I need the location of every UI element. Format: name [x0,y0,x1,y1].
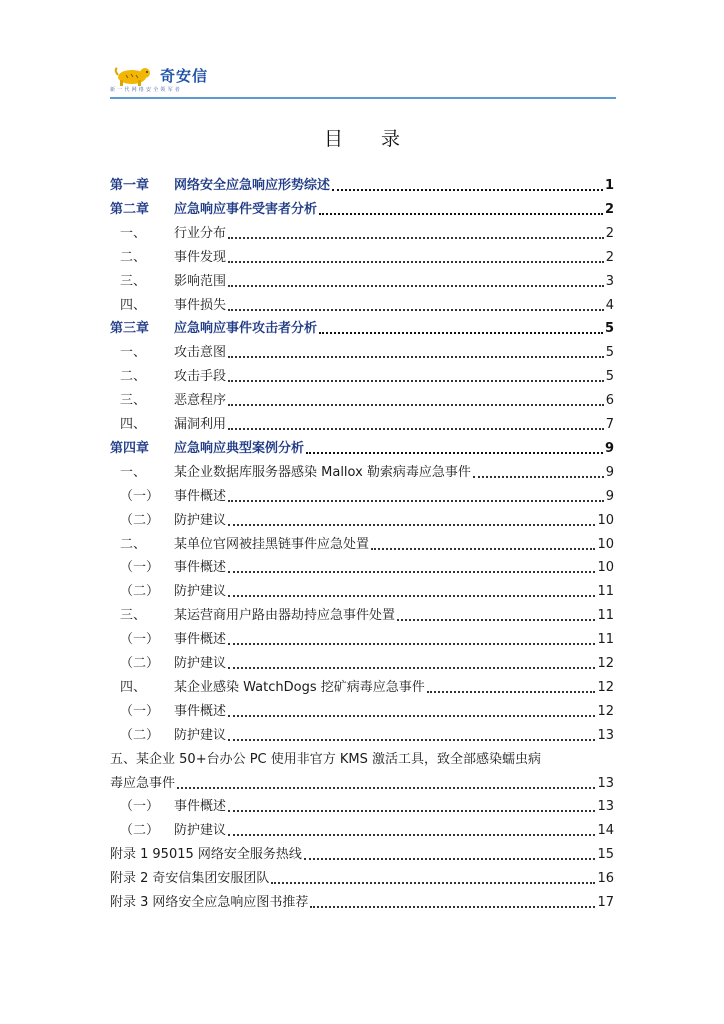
toc-entry-label: 二、 [120,249,147,265]
toc-dot-leader [228,261,604,263]
page-header [110,64,616,100]
toc-entry[interactable] [110,558,614,578]
toc-entry-title: 事件概述 [174,799,227,815]
toc-dot-leader [319,213,603,215]
toc-page-number: 2 [604,201,614,217]
toc-entry-title: 防护建议 [174,584,227,600]
toc-entry-title: 某运营商用户路由器劫持应急事件处置 [174,608,396,624]
toc-entry-label: （一） [120,703,160,719]
toc-entry-label: （二） [120,823,160,839]
toc-dot-leader [228,571,595,573]
toc-dot-leader [310,906,595,908]
toc-page-number: 9 [605,464,614,480]
toc-entry-title: 事件概述 [174,488,227,504]
toc-entry-title: 防护建议 [174,823,227,839]
toc-page-number: 11 [597,584,614,600]
toc-entry[interactable] [110,487,614,507]
toc-page-number: 10 [597,512,614,528]
toc-entry-title: 事件发现 [174,249,227,265]
mascot-logo-icon [114,66,156,86]
toc-entry[interactable] [110,248,614,268]
toc-entry-title: 事件损失 [174,297,227,313]
toc-entry[interactable] [110,535,614,555]
toc-entry-label: （一） [120,799,160,815]
toc-dot-leader [228,309,604,311]
toc-page-number: 9 [604,440,614,456]
toc-entry[interactable] [110,750,614,770]
toc-page-number: 13 [597,727,614,743]
toc-entry-label: 三、 [120,608,147,624]
toc-dot-leader [371,548,595,550]
toc-page-number: 17 [597,895,614,910]
title-char-1: 目 [323,128,343,150]
toc-entry[interactable] [110,319,614,339]
toc-entry-label: 二、 [120,536,147,552]
toc-entry-title: 防护建议 [174,727,227,743]
toc-entry-label: 五、 [110,751,137,767]
toc-entry-label: 四、 [120,679,147,695]
toc-page-number: 9 [605,488,614,504]
toc-page-number: 5 [604,321,614,337]
toc-entry-title: 网络安全应急响应形势综述 [174,178,331,193]
toc-dot-leader [228,715,595,717]
toc-page-number: 7 [605,417,614,432]
title-char-2: 录 [381,128,401,150]
toc-entry-label: 第四章 [110,440,150,456]
toc-entry[interactable] [110,702,614,722]
toc-dot-leader [306,452,603,454]
toc-entry[interactable] [110,463,614,483]
toc-entry-title: 恶意程序 [174,393,227,409]
toc-entry[interactable] [110,200,614,220]
header-divider [110,97,616,99]
toc-entry[interactable] [110,726,614,746]
toc-entry-title: 漏洞利用 [174,417,227,432]
toc-dot-leader [177,787,595,789]
toc-entry-title: 应急响应典型案例分析 [174,440,305,456]
toc-entry[interactable] [110,439,614,459]
toc-entry-title: 事件概述 [174,632,227,648]
toc-entry[interactable] [110,343,614,363]
toc-dot-leader [228,667,595,669]
toc-entry-title: 某单位官网被挂黑链事件应急处置 [174,536,370,552]
toc-entry[interactable] [110,893,614,913]
toc-entry-label: （二） [120,656,160,671]
toc-dot-leader [332,189,603,191]
toc-dot-leader [397,619,595,621]
toc-entry-label: （二） [120,727,160,743]
toc-dot-leader [473,476,604,478]
toc-entry[interactable] [110,606,614,626]
toc-page-number: 13 [597,775,614,791]
toc-entry[interactable] [110,367,614,387]
toc-page-number: 14 [597,823,614,839]
toc-entry[interactable] [110,224,614,244]
toc-page-number: 2 [605,225,614,241]
toc-entry-title: 95015 网络安全服务热线 [152,847,302,863]
toc-entry-label: 四、 [120,417,147,432]
toc-entry[interactable] [110,391,614,411]
toc-dot-leader [228,404,604,406]
toc-entry[interactable] [110,654,614,674]
toc-entry[interactable] [110,296,614,316]
toc-page-number: 10 [597,560,614,576]
toc-entry-label: 第一章 [110,178,150,193]
toc-entry-label: 第二章 [110,201,150,217]
toc-entry-label: 二、 [120,369,147,385]
toc-entry-label: 一、 [120,464,147,480]
toc-dot-leader [304,858,596,860]
toc-entry-title: 网络安全应急响应图书推荐 [152,895,309,910]
toc-dot-leader [228,380,604,382]
toc-entry[interactable] [110,511,614,531]
toc-dot-leader [228,595,595,597]
toc-entry-label: 三、 [120,273,147,289]
toc-entry-label: 附录 3 [110,895,149,910]
toc-entry-label: 第三章 [110,321,150,337]
toc-entry-title: 攻击手段 [174,369,227,385]
toc-page-number: 15 [597,847,614,863]
toc-dot-leader [228,428,604,430]
toc-dot-leader [228,237,604,239]
toc-entry-label: 附录 1 [110,847,149,863]
toc-page-number: 16 [597,871,614,887]
toc-dot-leader [228,285,604,287]
toc-page-number: 10 [597,536,614,552]
toc-entry-label: 四、 [120,297,147,313]
toc-entry[interactable] [110,582,614,602]
toc-page-number: 12 [597,703,614,719]
toc-entry[interactable] [110,176,614,196]
toc-dot-leader [427,691,596,693]
toc-entry[interactable] [110,797,614,817]
toc-dot-leader [228,500,604,502]
toc-page-number: 4 [605,297,614,313]
toc-page-number: 5 [605,345,614,361]
toc-page-number: 2 [605,249,614,265]
toc-page-number: 5 [605,369,614,385]
toc-entry[interactable] [110,272,614,292]
toc-dot-leader [228,834,595,836]
toc-entry-title: 影响范围 [174,273,227,289]
toc-dot-leader [228,356,604,358]
toc-entry[interactable] [110,415,614,435]
toc-entry-title: 行业分布 [174,225,227,241]
toc-entry-title: 应急响应事件受害者分析 [174,201,318,217]
toc-dot-leader [319,332,603,334]
toc-entry-label: （一） [120,488,160,504]
toc-entry[interactable] [110,821,614,841]
toc-entry-title: 毒应急事件 [110,775,176,791]
toc-dot-leader [228,643,595,645]
toc-entry-title: 事件概述 [174,560,227,576]
toc-entry-title: 某企业 50+台办公 PC 使用非官方 KMS 激活工具，致全部感染蠕虫病 [136,751,542,767]
toc-dot-leader [228,739,595,741]
toc-page-number: 12 [597,656,614,671]
toc-entry-title: 防护建议 [174,656,227,671]
toc-dot-leader [228,524,595,526]
toc-dot-leader [228,810,595,812]
page-title [0,124,724,151]
toc-entry[interactable] [110,630,614,650]
toc-entry[interactable] [110,869,614,889]
toc-entry[interactable] [110,845,614,865]
brand-name: 奇安信 [160,67,209,85]
company-logo [110,64,220,94]
toc-page-number: 12 [597,679,614,695]
toc-page-number: 1 [604,178,614,193]
toc-entry-title: 奇安信集团安服团队 [152,871,270,887]
toc-entry-label: 一、 [120,225,147,241]
toc-page-number: 3 [605,273,614,289]
toc-entry-label: （二） [120,512,160,528]
toc-page-number: 13 [597,799,614,815]
toc-entry-title: 攻击意图 [174,345,227,361]
toc-entry-title: 某企业数据库服务器感染 Mallox 勒索病毒应急事件 [174,464,471,480]
toc-entry[interactable] [110,774,614,794]
toc-entry-title: 某企业感染 WatchDogs 挖矿病毒应急事件 [174,679,425,695]
toc-entry-title: 事件概述 [174,703,227,719]
toc-entry-title: 防护建议 [174,512,227,528]
toc-entry[interactable] [110,678,614,698]
toc-entry-label: （一） [120,632,160,648]
toc-entry-label: （一） [120,560,160,576]
toc-dot-leader [271,882,595,884]
toc-entry-label: 附录 2 [110,871,149,887]
toc-page-number: 11 [597,632,614,648]
toc-entry-label: 三、 [120,393,147,409]
toc-entry-label: （二） [120,584,160,600]
brand-slogan: 新一代网络安全领军者 [110,87,183,93]
toc-entry-title: 应急响应事件攻击者分析 [174,321,318,337]
toc-page-number: 6 [605,393,614,409]
toc-page-number: 11 [597,608,614,624]
toc-entry-label: 一、 [120,345,147,361]
